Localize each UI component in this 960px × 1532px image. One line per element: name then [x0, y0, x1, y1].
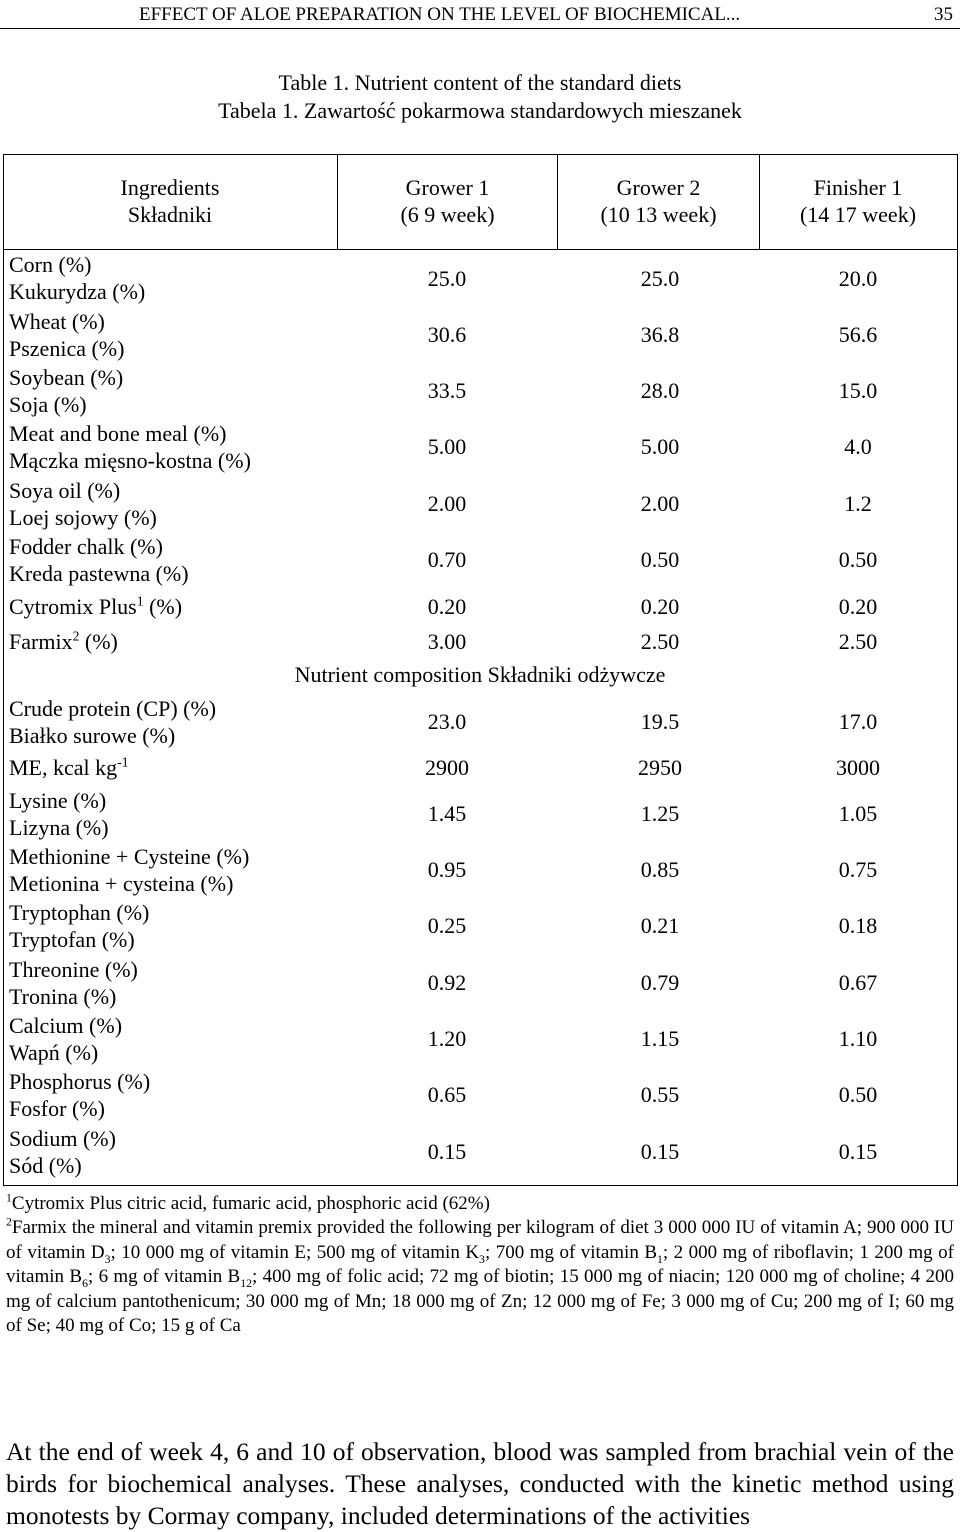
cell-finisher1: 3000 [836, 755, 880, 780]
row-label-pl: Tronina (%) [9, 984, 117, 1009]
row-label [9, 1125, 116, 1179]
column-header-finisher1 [760, 174, 956, 228]
cell-finisher1: 20.0 [838, 266, 878, 291]
row-label-en: Soya oil (%) [9, 478, 121, 503]
footnote-text: ; 700 mg of vitamin B [484, 1241, 657, 1263]
cell-grower2: 2950 [638, 755, 682, 780]
row-label [9, 1012, 122, 1066]
cell-grower2: 5.00 [640, 434, 680, 459]
cell-grower1: 1.45 [427, 801, 467, 826]
footnote-text: ; 2 000 mg of riboflavin; 1 200 mg of vitamin B [6, 1241, 954, 1287]
subscript: 1 [657, 1252, 663, 1266]
column-header-ingredients [3, 174, 337, 228]
cell-grower2: 0.79 [640, 970, 680, 995]
cell-grower2: 0.15 [640, 1139, 680, 1164]
row-label-en: Sodium (%) [9, 1126, 116, 1151]
cell-grower2: 0.50 [640, 547, 680, 572]
subscript: 3 [479, 1252, 485, 1266]
row-label-pl: Soja (%) [9, 392, 87, 417]
cell-grower1: 0.92 [427, 970, 467, 995]
cell-grower1: 23.0 [427, 709, 467, 734]
row-label-pl: Metionina + cysteina (%) [9, 871, 234, 896]
running-header [0, 2, 960, 29]
cell-grower1: 3.00 [427, 629, 467, 654]
row-label-en: Phosphorus (%) [9, 1069, 151, 1094]
cell-grower1: 1.20 [427, 1026, 467, 1051]
row-label [9, 843, 249, 897]
row-label-en: Calcium (%) [9, 1013, 123, 1038]
cell-grower1: 0.15 [427, 1139, 467, 1164]
row-label [9, 695, 216, 749]
row-label-pl: Loej sojowy (%) [9, 505, 157, 530]
cell-grower2: 28.0 [640, 378, 680, 403]
row-label-pl: Pszenica (%) [9, 336, 125, 361]
row-label-pl: Kukurydza (%) [9, 279, 146, 304]
row-label-en: Meat and bone meal (%) [9, 421, 227, 446]
footnote-marker: 1 [6, 1191, 12, 1205]
cell-finisher1: 0.20 [838, 594, 878, 619]
running-title: EFFECT OF ALOE PREPARATION ON THE LEVEL OF BIOCHEMICAL... [139, 4, 741, 25]
footnote-text: Farmix the mineral and vitamin premix provided the following per kilogram of diet 3 000 000 IU of vitamin A; 900 000 IU of vitamin D [6, 1217, 954, 1263]
cell-grower2: 0.55 [640, 1082, 680, 1107]
column-header-line: (6 9 week) [400, 202, 495, 227]
column-header-line: (14 17 week) [799, 202, 917, 227]
cell-grower2: 0.20 [640, 594, 680, 619]
row-label-pl: Mączka mięsno-kostna (%) [9, 448, 251, 473]
cell-finisher1: 1.2 [844, 491, 872, 516]
row-label-pl: Sód (%) [9, 1153, 82, 1178]
cell-finisher1: 56.6 [838, 322, 878, 347]
cell-finisher1: 0.67 [838, 970, 878, 995]
subscript: 6 [82, 1276, 88, 1290]
cell-grower1: 0.70 [427, 547, 467, 572]
column-header-line: (10 13 week) [600, 202, 717, 227]
cell-finisher1: 0.75 [838, 857, 878, 882]
row-label [9, 754, 129, 781]
unit-exponent: -1 [117, 754, 129, 770]
footnote-text: ; 10 000 mg of vitamin E; 500 mg of vitamin K [110, 1241, 480, 1263]
row-label [9, 308, 124, 362]
cell-finisher1: 17.0 [838, 709, 878, 734]
row-label-unit: (%) [143, 594, 183, 619]
footnote-text: ; 6 mg of vitamin B [87, 1266, 241, 1287]
cell-finisher1: 0.50 [838, 547, 878, 572]
cell-finisher1: 2.50 [838, 629, 878, 654]
cell-grower1: 0.65 [427, 1082, 467, 1107]
subscript: 3 [104, 1252, 111, 1266]
row-label-pl: Tryptofan (%) [9, 927, 135, 952]
column-header-line: Ingredients [120, 175, 220, 200]
header-rule [3, 249, 957, 250]
row-label-en: Soybean (%) [9, 365, 124, 390]
footnote-text: Cytromix Plus citric acid, fumaric acid, phosphoric acid (62%) [11, 1193, 490, 1214]
cell-grower1: 0.95 [427, 857, 467, 882]
column-header-line: Składniki [127, 202, 213, 227]
cell-finisher1: 4.0 [844, 434, 872, 459]
cell-grower2: 0.21 [640, 913, 680, 938]
row-label [9, 251, 145, 305]
column-header-line: Grower 1 [405, 175, 490, 200]
cell-grower1: 2.00 [427, 491, 467, 516]
footnote-text: ; 400 mg of folic acid; 72 mg of biotin; 15 000 mg of niacin; 120 000 mg of choline; 4 200 mg of calcium pantothenicum; 30 000 mg of Mn; 18 000 mg of Zn; 12 000 mg of Fe; 3 000 mg of Cu; 200 mg of I; 60 mg of Se; 40 mg of Co; 15 g of Ca [6, 1266, 954, 1336]
page-number: 35 [934, 4, 953, 25]
row-label-pl: Kreda pastewna (%) [9, 561, 189, 586]
row-label-pl: Lizyna (%) [9, 815, 109, 840]
row-label-text: ME, kcal kg [9, 755, 118, 780]
cell-finisher1: 15.0 [838, 378, 878, 403]
footnote-2 [6, 1216, 954, 1339]
cell-grower1: 5.00 [427, 434, 467, 459]
row-label [9, 956, 138, 1010]
row-label-en: Tryptophan (%) [9, 900, 150, 925]
row-label-pl: Wapń (%) [9, 1040, 99, 1065]
row-label [9, 899, 149, 953]
row-label-en: Corn (%) [9, 252, 92, 277]
cell-finisher1: 0.18 [838, 913, 878, 938]
cell-grower1: 2900 [425, 755, 469, 780]
footnote-marker: 1 [136, 593, 144, 609]
row-label-en: Threonine (%) [9, 957, 138, 982]
cell-finisher1: 1.05 [838, 801, 878, 826]
body-paragraph: At the end of week 4, 6 and 10 of observation, blood was sampled from brachial vein of the birds for biochemical analyses. These analyses, conducted with the kinetic method using monotests by Cormay company, included determinations of the activities [6, 1437, 954, 1530]
row-label-text: Farmix [9, 629, 73, 654]
cell-finisher1: 0.50 [838, 1082, 878, 1107]
table-caption-pl: Tabela 1. Zawartość pokarmowa standardowych mieszanek [218, 98, 742, 123]
cell-grower2: 19.5 [640, 709, 680, 734]
cell-grower2: 1.25 [640, 801, 680, 826]
cell-finisher1: 0.15 [838, 1139, 878, 1164]
column-header-grower1 [338, 174, 557, 228]
cell-grower2: 36.8 [640, 322, 680, 347]
row-label [9, 420, 251, 474]
footnote-marker: 2 [72, 628, 80, 644]
table-caption-en: Table 1. Nutrient content of the standard diets [278, 70, 682, 95]
row-label [9, 628, 118, 655]
cell-grower1: 30.6 [427, 322, 467, 347]
column-header-line: Finisher 1 [813, 175, 903, 200]
row-label-text: Cytromix Plus [9, 594, 137, 619]
row-label-en: Methionine + Cysteine (%) [9, 844, 250, 869]
subscript: 12 [240, 1276, 252, 1290]
row-label-pl: Białko surowe (%) [9, 723, 176, 748]
cell-grower2: 25.0 [640, 266, 680, 291]
row-label-en: Lysine (%) [9, 788, 107, 813]
cell-grower2: 1.15 [640, 1026, 680, 1051]
cell-grower2: 2.00 [640, 491, 680, 516]
footnote-1 [6, 1192, 954, 1217]
row-label-en: Fodder chalk (%) [9, 534, 163, 559]
cell-grower1: 25.0 [427, 266, 467, 291]
row-label-en: Wheat (%) [9, 309, 105, 334]
cell-grower2: 0.85 [640, 857, 680, 882]
cell-grower2: 2.50 [640, 629, 680, 654]
footnote-marker: 2 [6, 1215, 12, 1229]
row-label [9, 1068, 150, 1122]
row-label-pl: Fosfor (%) [9, 1096, 105, 1121]
row-label-unit: (%) [79, 629, 118, 654]
row-label [9, 787, 109, 841]
row-label [9, 364, 123, 418]
column-header-grower2 [558, 174, 759, 228]
row-label [9, 477, 157, 531]
cell-grower1: 33.5 [427, 378, 467, 403]
row-label [9, 533, 189, 587]
row-label [9, 593, 182, 620]
cell-finisher1: 1.10 [838, 1026, 878, 1051]
cell-grower1: 0.25 [427, 913, 467, 938]
cell-grower1: 0.20 [427, 594, 467, 619]
row-label-en: Crude protein (CP) (%) [9, 696, 217, 721]
section-label-nutrient-composition: Nutrient composition Składniki odżywcze [294, 662, 666, 687]
column-header-line: Grower 2 [616, 175, 701, 200]
